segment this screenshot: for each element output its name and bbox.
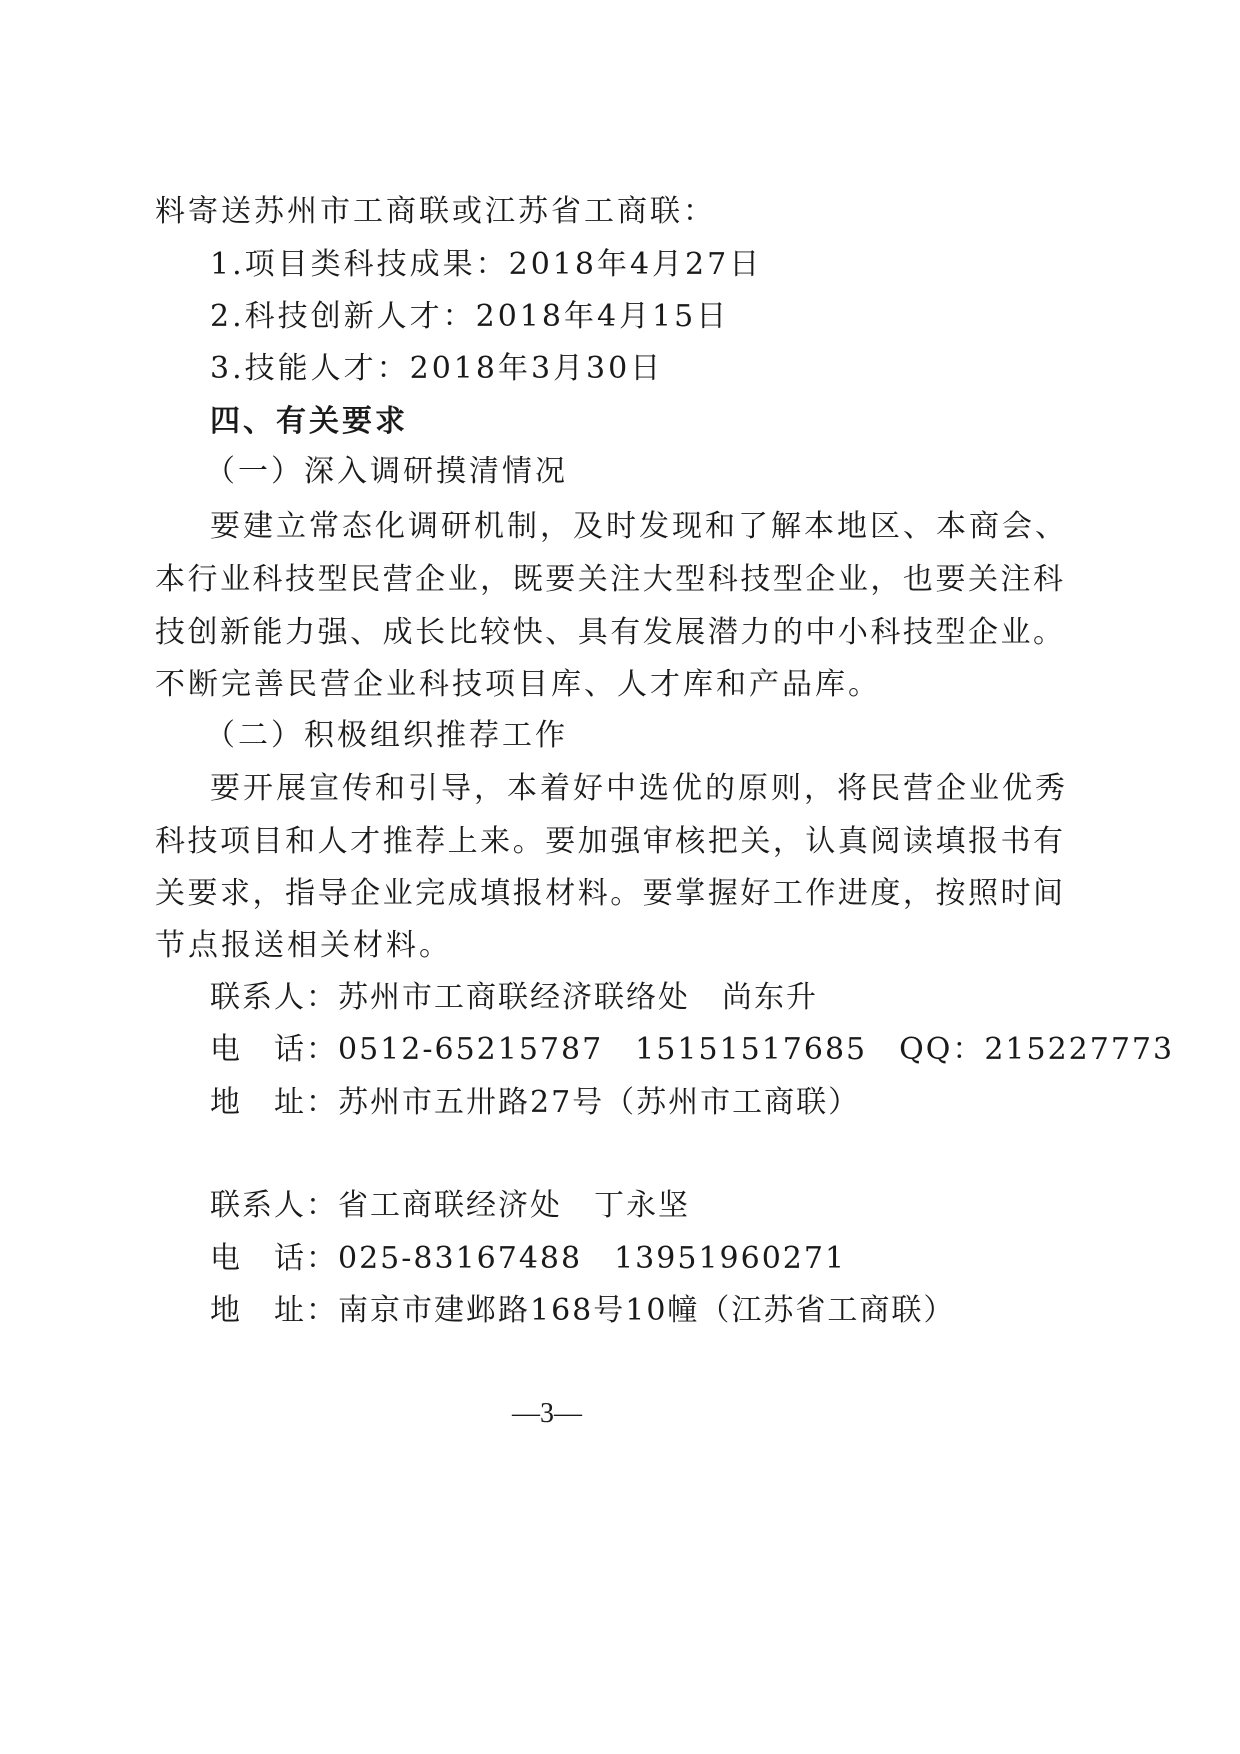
deadline-item-1: 1.项目类科技成果：2018年4月27日 bbox=[210, 247, 763, 282]
intro-line: 料寄送苏州市工商联或江苏省工商联： bbox=[155, 194, 716, 229]
deadline-item-2: 2.科技创新人才：2018年4月15日 bbox=[210, 299, 730, 334]
contact-1-person: 联系人：苏州市工商联经济联络处 尚东升 bbox=[210, 980, 818, 1015]
contact-2-phone: 电 话：025-83167488 13951960271 bbox=[210, 1241, 847, 1276]
contact-2-address: 地 址：南京市建邺路168号10幢（江苏省工商联） bbox=[210, 1293, 956, 1328]
deadline-item-3: 3.技能人才：2018年3月30日 bbox=[210, 351, 664, 386]
contact-2-person: 联系人：省工商联经济处 丁永坚 bbox=[210, 1188, 690, 1223]
paragraph-1-line-1: 要建立常态化调研机制，及时发现和了解本地区、本商会、 bbox=[210, 509, 1068, 544]
page-number: —3— bbox=[512, 1398, 582, 1429]
paragraph-1-line-3: 技创新能力强、成长比较快、具有发展潜力的中小科技型企业。 bbox=[155, 615, 1065, 650]
paragraph-2-line-2: 科技项目和人才推荐上来。要加强审核把关，认真阅读填报书有 bbox=[155, 824, 1065, 859]
paragraph-2-line-4: 节点报送相关材料。 bbox=[155, 928, 452, 963]
paragraph-1-line-2: 本行业科技型民营企业，既要关注大型科技型企业，也要关注科 bbox=[155, 562, 1065, 597]
section-heading: 四、有关要求 bbox=[210, 404, 408, 439]
paragraph-1-line-4: 不断完善民营企业科技项目库、人才库和产品库。 bbox=[155, 667, 881, 702]
contact-1-phone: 电 话：0512-65215787 15151517685 QQ：215227773 bbox=[210, 1032, 1175, 1067]
paragraph-2-line-3: 关要求，指导企业完成填报材料。要掌握好工作进度，按照时间 bbox=[155, 876, 1065, 911]
subsection-heading-2: （二）积极组织推荐工作 bbox=[205, 718, 568, 753]
paragraph-2-line-1: 要开展宣传和引导，本着好中选优的原则，将民营企业优秀 bbox=[210, 771, 1068, 806]
subsection-heading-1: （一）深入调研摸清情况 bbox=[205, 454, 568, 489]
contact-1-address: 地 址：苏州市五卅路27号（苏州市工商联） bbox=[210, 1085, 861, 1120]
